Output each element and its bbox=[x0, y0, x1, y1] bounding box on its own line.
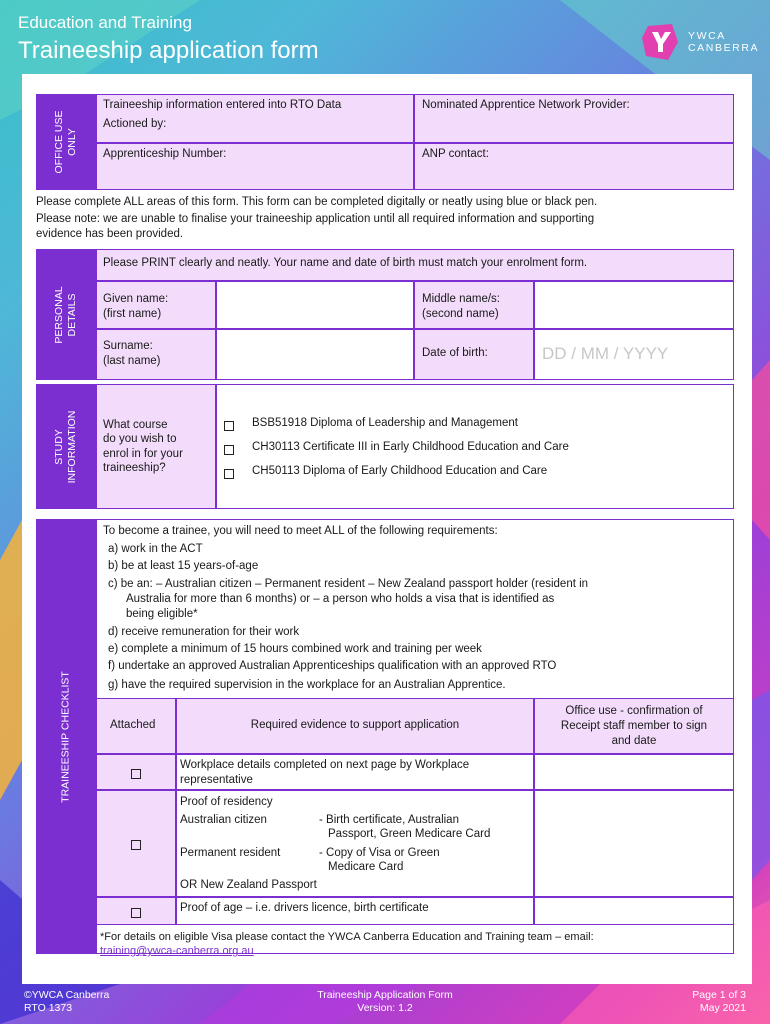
logo-text bbox=[688, 30, 759, 54]
requirement-f: f) undertake an approved Australian Apprenticeships qualification with an approved RTO bbox=[108, 660, 557, 672]
instruction-line-2: Please note: we are unable to finalise your traineeship application until all required information and supporting bbox=[36, 213, 595, 225]
row2-office-cell[interactable] bbox=[534, 790, 734, 897]
middle-name-sublabel: (second name) bbox=[422, 308, 499, 320]
requirement-e: e) complete a minimum of 15 hours combined work and training per week bbox=[108, 643, 482, 655]
course-question-3: enrol in for your bbox=[103, 448, 183, 460]
personal-label-1: PERSONAL bbox=[53, 285, 65, 344]
footer-page-number: Page 1 of 3 bbox=[692, 989, 746, 1001]
workplace-details-line-1: Workplace details completed on next page by Workplace bbox=[180, 759, 470, 771]
row1-office-cell[interactable] bbox=[534, 754, 734, 790]
course-question-1: What course bbox=[103, 419, 168, 431]
given-name-sublabel: (first name) bbox=[103, 308, 162, 320]
proof-of-age-label: Proof of age – i.e. drivers licence, birth certificate bbox=[180, 902, 429, 914]
actioned-by-label: Actioned by: bbox=[103, 118, 167, 130]
ywca-logo-mark-icon bbox=[640, 22, 680, 62]
nz-passport-label: OR New Zealand Passport bbox=[180, 879, 317, 891]
middle-name-label: Middle name/s: bbox=[422, 293, 500, 305]
proof-of-age-checkbox[interactable] bbox=[131, 908, 141, 918]
course-question-4: traineeship? bbox=[103, 462, 166, 474]
course-option-ch30113: CH30113 Certificate III in Early Childhood Education and Care bbox=[252, 441, 569, 453]
personal-label-2: DETAILS bbox=[66, 293, 78, 336]
footer-date: May 2021 bbox=[699, 1002, 746, 1014]
surname-sublabel: (last name) bbox=[103, 355, 161, 367]
anp-contact-label: ANP contact: bbox=[422, 148, 489, 160]
footer-center bbox=[285, 989, 485, 1015]
permanent-resident-label: Permanent resident bbox=[180, 847, 281, 859]
requirement-c-line-3: being eligible* bbox=[126, 608, 198, 620]
surname-input[interactable] bbox=[216, 329, 414, 380]
given-name-label: Given name: bbox=[103, 293, 169, 305]
requirement-d: d) receive remuneration for their work bbox=[108, 626, 300, 638]
visa-footnote: *For details on eligible Visa please contact the YWCA Canberra Education and Training team – email: bbox=[100, 931, 594, 943]
requirement-a: a) work in the ACT bbox=[108, 543, 203, 555]
workplace-details-checkbox[interactable] bbox=[131, 769, 141, 779]
col-office-label-1: Office use - confirmation of bbox=[565, 705, 703, 717]
footer-version: Version: 1.2 bbox=[357, 1002, 413, 1014]
permanent-resident-doc-1: - Copy of Visa or Green bbox=[319, 847, 440, 859]
col-evidence-label: Required evidence to support application bbox=[250, 719, 460, 731]
course-question-2: do you wish to bbox=[103, 433, 177, 445]
requirement-g: g) have the required supervision in the workplace for an Australian Apprentice. bbox=[108, 679, 506, 691]
course-checkbox-bsb51918[interactable] bbox=[224, 421, 234, 431]
australian-citizen-label: Australian citizen bbox=[180, 814, 267, 826]
office-use-label-2: ONLY bbox=[66, 128, 78, 156]
requirement-c-line-2: Australia for more than 6 months) or – a person who holds a visa that is identified as bbox=[126, 593, 555, 605]
course-checkbox-ch30113[interactable] bbox=[224, 445, 234, 455]
requirement-b: b) be at least 15 years-of-age bbox=[108, 560, 259, 572]
surname-label: Surname: bbox=[103, 340, 153, 352]
checklist-label: TRAINEESHIP CHECKLIST bbox=[59, 670, 72, 803]
ywca-logo bbox=[640, 22, 760, 62]
page-title: Traineeship application form bbox=[18, 37, 319, 64]
study-label-2: INFORMATION bbox=[66, 410, 78, 483]
header-supertitle: Education and Training bbox=[18, 13, 192, 32]
dob-label: Date of birth: bbox=[422, 347, 488, 359]
proof-of-residency-title: Proof of residency bbox=[180, 796, 273, 808]
course-option-bsb51918: BSB51918 Diploma of Leadership and Management bbox=[252, 417, 518, 429]
dob-placeholder: DD / MM / YYYY bbox=[542, 344, 669, 363]
col-office-label-2: Receipt staff member to sign bbox=[560, 720, 708, 732]
footer-form-title: Traineeship Application Form bbox=[317, 989, 453, 1001]
print-note: Please PRINT clearly and neatly. Your name and date of birth must match your enrolment form. bbox=[103, 257, 588, 269]
permanent-resident-doc-2: Medicare Card bbox=[328, 861, 404, 873]
footer-copyright: ©YWCA Canberra bbox=[24, 989, 110, 1001]
office-use-label-1: OFFICE USE bbox=[53, 110, 65, 174]
given-name-input[interactable] bbox=[216, 281, 414, 329]
study-information-side-label bbox=[36, 384, 96, 509]
office-use-side-label bbox=[36, 94, 96, 190]
middle-name-input[interactable] bbox=[534, 281, 734, 329]
checklist-intro: To become a trainee, you will need to meet ALL of the following requirements: bbox=[103, 525, 498, 537]
col-attached-label: Attached bbox=[110, 719, 156, 731]
rto-entry-label: Traineeship information entered into RTO Data bbox=[103, 99, 342, 111]
instruction-line-1: Please complete ALL areas of this form. This form can be completed digitally or neatly using blue or black pen. bbox=[36, 196, 598, 208]
logo-text-ywca: YWCA bbox=[688, 30, 726, 42]
form-sheet bbox=[22, 74, 752, 984]
australian-citizen-doc-1: - Birth certificate, Australian bbox=[319, 814, 459, 826]
instruction-line-3: evidence has been provided. bbox=[36, 228, 184, 240]
footer-right bbox=[692, 989, 746, 1015]
workplace-details-line-2: representative bbox=[180, 774, 253, 786]
footer-rto-number: RTO 1373 bbox=[24, 1002, 73, 1014]
logo-text-canberra: CANBERRA bbox=[688, 42, 760, 54]
col-office-label-3: and date bbox=[611, 735, 657, 747]
footer-left bbox=[24, 989, 109, 1015]
personal-details-side-label bbox=[36, 249, 96, 380]
proof-of-residency-checkbox[interactable] bbox=[131, 840, 141, 850]
australian-citizen-doc-2: Passport, Green Medicare Card bbox=[328, 828, 491, 840]
nominated-anp-label: Nominated Apprentice Network Provider: bbox=[422, 99, 630, 111]
row3-office-cell[interactable] bbox=[534, 897, 734, 925]
course-option-ch50113: CH50113 Diploma of Early Childhood Education and Care bbox=[252, 465, 548, 477]
study-label-1: STUDY bbox=[53, 428, 65, 465]
requirement-c-line-1: c) be an: – Australian citizen – Permanent resident – New Zealand passport holder (resident in bbox=[108, 578, 589, 590]
contact-email-link[interactable]: training@ywca-canberra.org.au bbox=[100, 945, 254, 957]
course-checkbox-ch50113[interactable] bbox=[224, 469, 234, 479]
traineeship-checklist-side-label bbox=[36, 519, 96, 954]
apprenticeship-number-label: Apprenticeship Number: bbox=[103, 148, 227, 160]
